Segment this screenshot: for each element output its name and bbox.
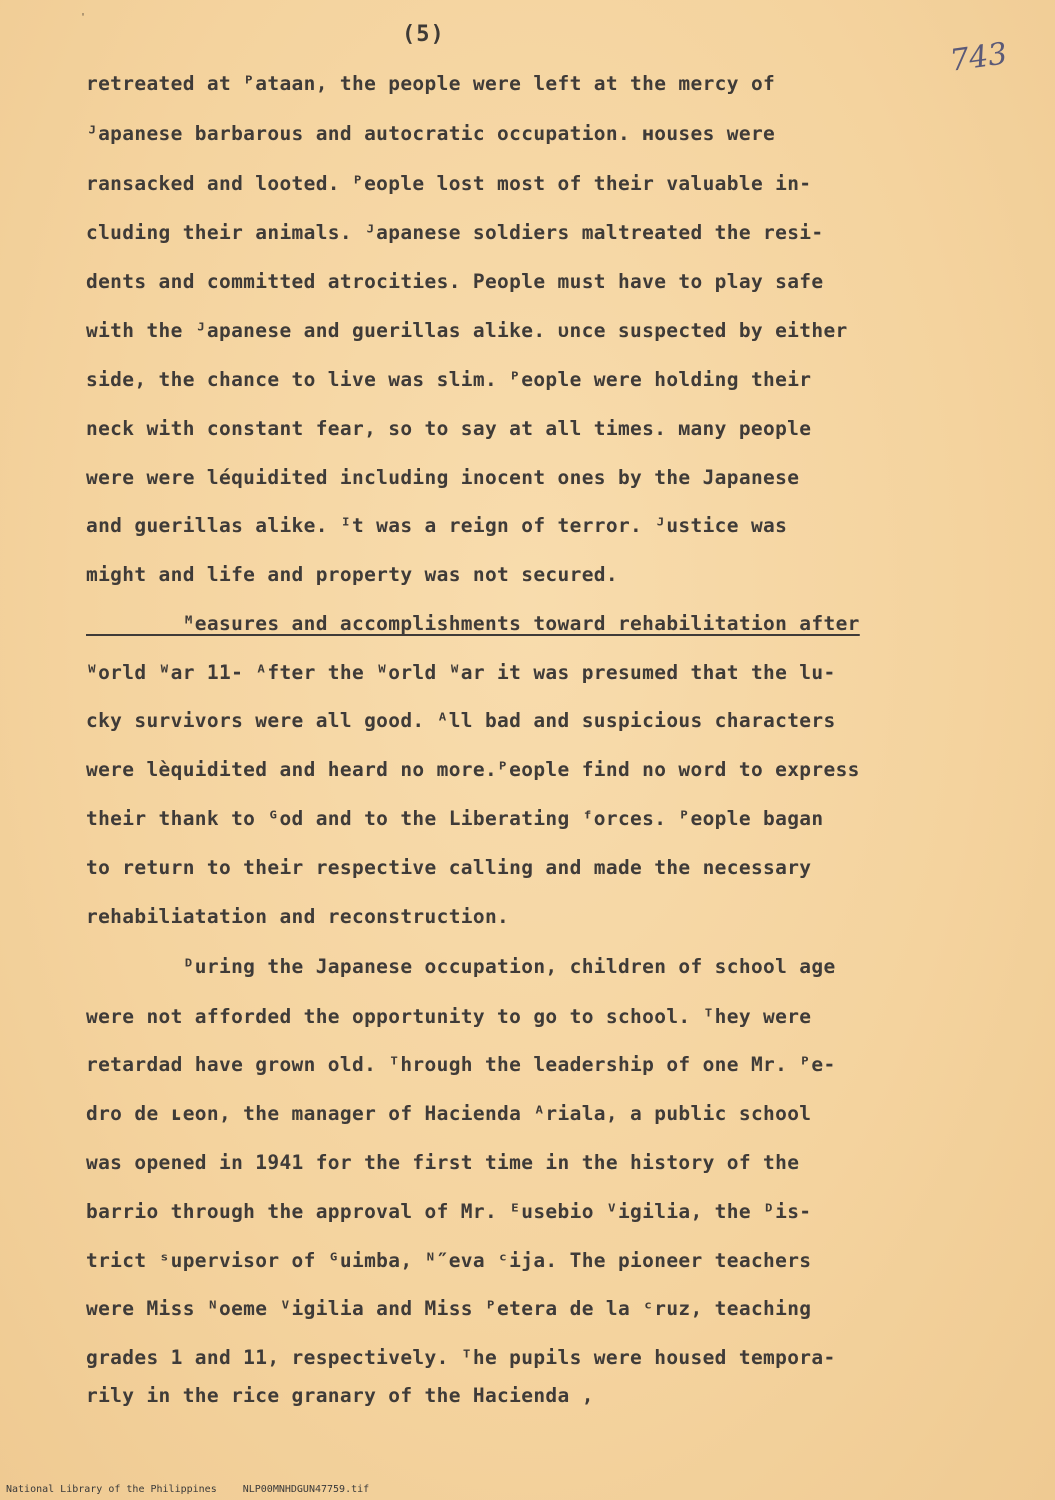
- text-line: ᴰuring the Japanese occupation, children of school age: [86, 955, 836, 978]
- text-line: barrio through the approval of Mr. ᴱusebio ⱽigilia, the ᴰis-: [86, 1200, 812, 1223]
- text-line: were not afforded the opportunity to go to school. ᵀhey were: [86, 1005, 812, 1028]
- text-line: retreated at ᴾataan, the people were left at the mercy of: [86, 72, 776, 95]
- text-line: side, the chance to live was slim. ᴾeople were holding their: [86, 368, 812, 391]
- text-line: dro de ʟeon, the manager of Hacienda ᴬriala, a public school: [86, 1102, 812, 1125]
- text-line: were Miss ᴺoeme ⱽigilia and Miss ᴾetera de la ᶜruz, teaching: [86, 1297, 812, 1320]
- corner-mark: ': [80, 12, 87, 23]
- page-number: (5): [402, 22, 445, 47]
- text-line: with the ᴶapanese and guerillas alike. ᴜnce suspected by either: [86, 319, 848, 342]
- section-heading-line: ᴹeasures and accomplishments toward rehabilitation after: [86, 612, 860, 635]
- scan-footer: [6, 1484, 395, 1495]
- text-line: cluding their animals. ᴶapanese soldiers maltreated the resi-: [86, 221, 824, 244]
- text-line: was opened in 1941 for the first time in the history of the: [86, 1151, 800, 1174]
- text-line: to return to their respective calling and made the necessary: [86, 856, 812, 879]
- text-line: grades 1 and 11, respectively. ᵀhe pupils were housed tempora-: [86, 1346, 836, 1369]
- handwritten-folio-number: 743: [947, 36, 1010, 79]
- text-line: were lèquidited and heard no more.ᴾeople find no word to express: [86, 758, 860, 781]
- text-line: were were léquidited including inocent ones by the Japanese: [86, 466, 800, 489]
- text-line: neck with constant fear, so to say at all times. ᴍany people: [86, 417, 812, 440]
- text-line: their thank to ᴳod and to the Liberating ᶠorces. ᴾeople bagan: [86, 807, 824, 830]
- text-line: trict ˢupervisor of ᴳuimba, ᴺ″eva ᶜija. The pioneer teachers: [86, 1249, 812, 1272]
- text-line: rily in the rice granary of the Hacienda ,: [86, 1384, 594, 1407]
- text-line: rehabiliatation and reconstruction.: [86, 905, 510, 928]
- text-line: ᴶapanese barbarous and autocratic occupation. ʜouses were: [86, 122, 776, 145]
- text-line: ᵂorld ᵂar 11- ᴬfter the ᵂorld ᵂar it was presumed that the lu-: [86, 661, 836, 684]
- text-line: dents and committed atrocities. People must have to play safe: [86, 270, 824, 293]
- text-line: retardad have grown old. ᵀhrough the leadership of one Mr. ᴾe-: [86, 1053, 836, 1076]
- text-line: and guerillas alike. ᴵt was a reign of terror. ᴶustice was: [86, 514, 788, 537]
- text-line: might and life and property was not secured.: [86, 563, 618, 586]
- text-line: cky survivors were all good. ᴬll bad and suspicious characters: [86, 709, 836, 732]
- footer-filename: NLP00MNHDGUN47759.tif: [242, 1484, 370, 1495]
- text-line: ransacked and looted. ᴾeople lost most of their valuable in-: [86, 172, 812, 195]
- footer-library: National Library of the Philippines: [6, 1484, 217, 1495]
